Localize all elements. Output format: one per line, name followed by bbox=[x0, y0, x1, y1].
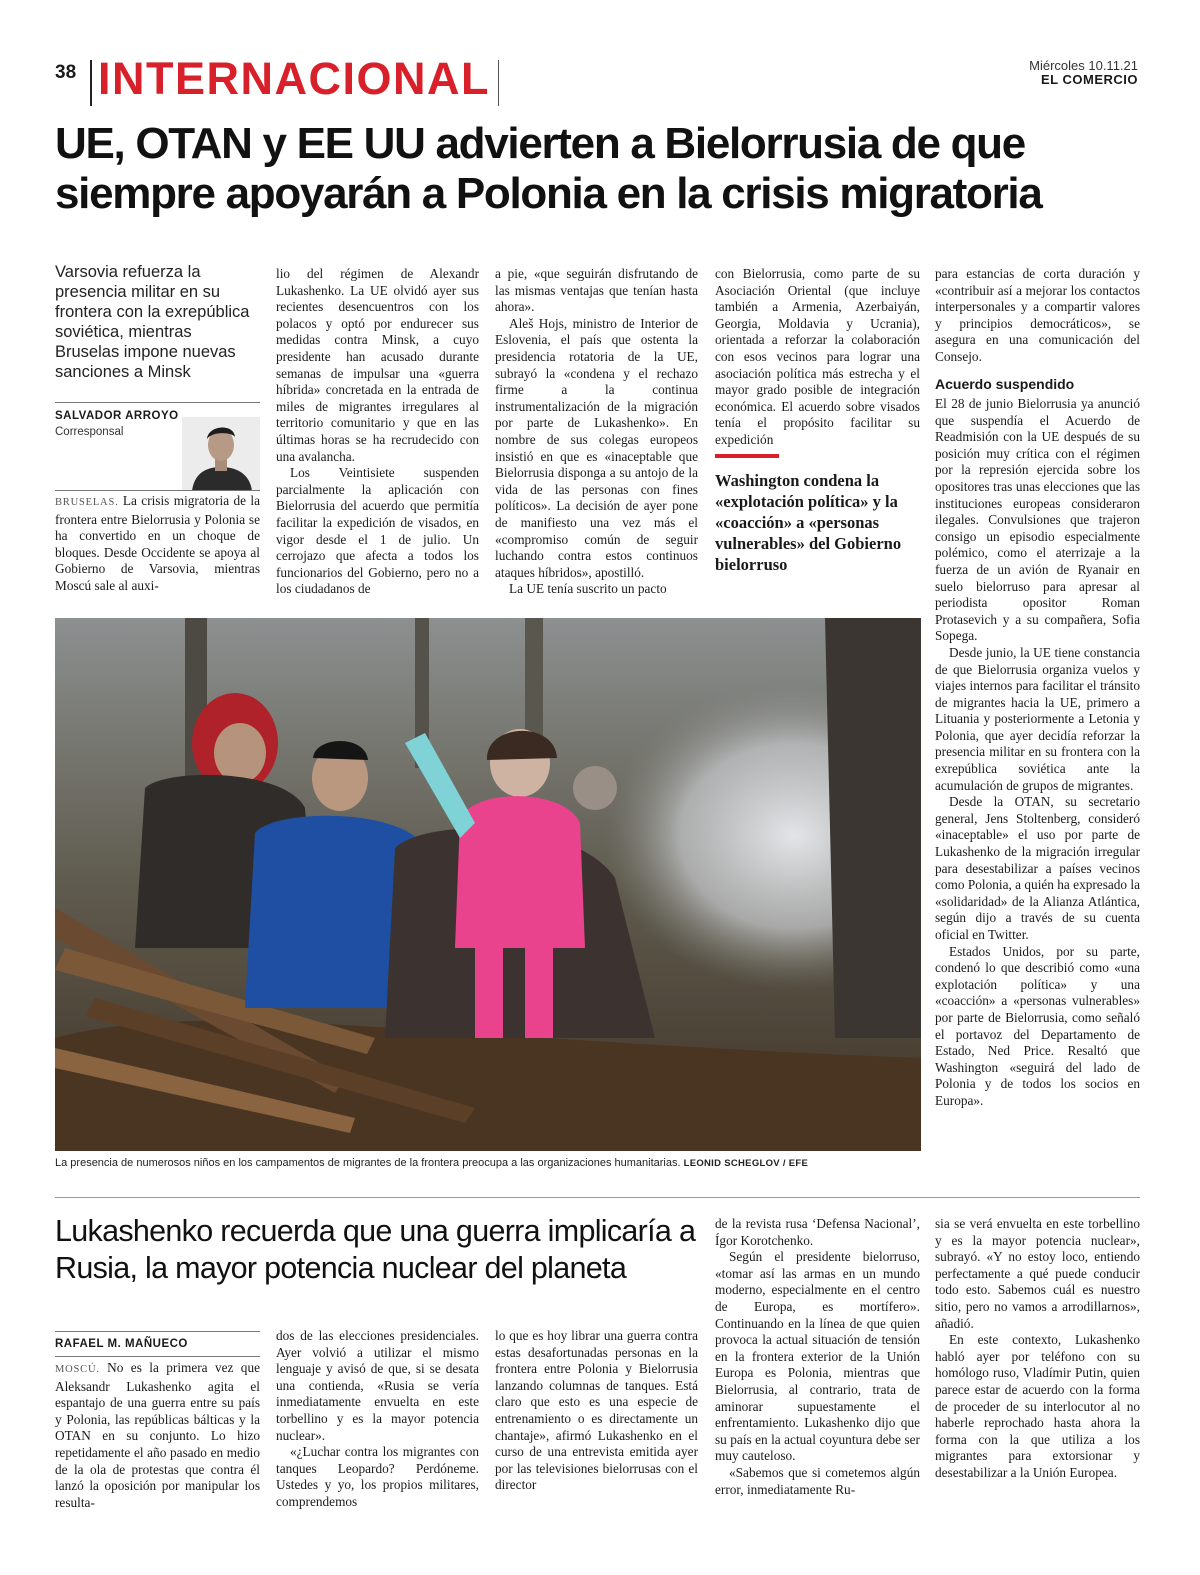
article-subhead: Varsovia refuerza la presencia militar en su frontera con la exrepública soviética, mientras Bruselas impone nuevas sanciones a Minsk bbox=[55, 263, 250, 381]
article-column-5 bbox=[935, 266, 1140, 366]
article-column-3 bbox=[495, 266, 698, 598]
second-headline: Lukashenko recuerda que una guerra implicaría a Rusia, la mayor potencia nuclear del planeta bbox=[55, 1214, 696, 1285]
second-column-4 bbox=[715, 1216, 920, 1498]
column-text: La crisis migratoria de la frontera entre Bielorrusia y Polonia se ha convertido en un choque de bloques. Desde Occidente se apoya al Gobierno de Varsovia, mientras Moscú sale al auxi- bbox=[55, 493, 260, 593]
author-name: SALVADOR ARROYO bbox=[55, 410, 179, 422]
paragraph: Según el presidente bielorruso, «tomar así las armas en un mundo moderno, especialmente en el centro de Europa, es mortífero». Continuando en la línea de que quien provoca la actual situación de tensión en la frontera exterior de la Unión Europa es Polonia, mientras que Bielorrusia, al contrario, trata de aminorar supuestamente el enfrentamiento. Lukashenko dijo que su país en la actual coyuntura debe ser muy cauteloso. bbox=[715, 1249, 920, 1464]
section-subtitle: Acuerdo suspendido bbox=[935, 376, 1075, 392]
header-divider-right bbox=[498, 60, 499, 106]
photo-credit: LEONID SCHEGLOV / EFE bbox=[683, 1158, 809, 1169]
second-column-3 bbox=[495, 1328, 698, 1494]
article-column-4 bbox=[715, 266, 920, 449]
header-divider bbox=[90, 60, 92, 106]
photo-caption bbox=[55, 1157, 921, 1169]
byline-rule bbox=[55, 402, 260, 403]
author-photo bbox=[182, 417, 260, 491]
main-headline: UE, OTAN y EE UU advierten a Bielorrusia de que siempre apoyarán a Polonia en la crisis migratoria bbox=[55, 119, 1042, 218]
article-column-2 bbox=[276, 266, 479, 598]
second-column-5 bbox=[935, 1216, 1140, 1482]
paragraph: Estados Unidos, por su parte, condenó lo que describió como «una explotación política» y una «coacción» a «personas vulnerables» por parte de Bielorrusia, como señaló el portavoz del Departamento de Estado, Ned Price. Resaltó que Washington «seguirá del lado de Polonia y de todos los socios en Europa». bbox=[935, 943, 1140, 1108]
paragraph: sia se verá envuelta en este torbellino y es la mayor potencia nuclear», subrayó. «Y no estoy loco, entiendo perfectamente a qué puede conducir todo esto. Sabemos cuál es nuestro sitio, pero no vamos a arrodillarnos», añadió. bbox=[935, 1216, 1140, 1331]
paragraph: con Bielorrusia, como parte de su Asociación Oriental (que incluye también a Armenia, Azerbaiyán, Georgia, Moldavia y Ucrania), orientada a reforzar la colaboración con esos vecinos para lograr una asociación política más estrecha y el mayor grado posible de integración económica. El acuerdo sobre visados tenía el propósito facilitar su expedición bbox=[715, 266, 920, 447]
paragraph: para estancias de corta duración y «contribuir así a mejorar los contactos interpersonales y a compartir valores y principios democráticos», se asegura en una comunicación del Consejo. bbox=[935, 266, 1140, 364]
byline-rule bbox=[55, 490, 260, 491]
article-divider bbox=[55, 1197, 1140, 1198]
newspaper-name: EL COMERCIO bbox=[1041, 72, 1138, 87]
paragraph: Desde la OTAN, su secretario general, Jens Stoltenberg, consideró «inaceptable» el uso por parte de Lukashenko de la migración irregular para desestabilizar a países vecinos como Polonia, a quién ha expresado la «solidaridad» de la Alianza Atlántica, según dijo a través de su cuenta oficial en Twitter. bbox=[935, 794, 1140, 942]
author-portrait-icon bbox=[182, 417, 260, 491]
second-column-2 bbox=[276, 1328, 479, 1511]
paragraph: En este contexto, Lukashenko habló ayer por teléfono con su homólogo ruso, Vladímir Putin, quien parece estar de acuerdo con la forma de proceder de su interlocutor al no haberle reprochado hasta ahora la forma con la que utiliza a los migrantes para extorsionar y desestabilizar a la Unión Europea. bbox=[935, 1332, 1140, 1480]
paragraph: El 28 de junio Bielorrusia ya anunció que suspendía el Acuerdo de Readmisión con la UE después de su posición muy crítica con el régimen por la represión ejercida sobre los opositores tras unas elecciones que las instituciones europeas consideraron ilegales. Convulsiones que trajeron consigo un episodio especialmente polémico, como el aterrizaje a la fuerza de un avión de Ryanair en suelo bielorruso para apresar al periodista opositor Roman Protasevich y a su compañera, Sofia Sopega. bbox=[935, 396, 1140, 644]
dateline: MOSCÚ. bbox=[55, 1364, 100, 1375]
byline-rule bbox=[55, 1356, 260, 1357]
dateline: BRUSELAS. bbox=[55, 497, 119, 508]
paragraph: Aleš Hojs, ministro de Interior de Eslovenia, el país que ostenta la presidencia rotatoria de la UE, subrayó la «condena y el rechazo firme a la continua instrumentalización de la migración por parte de Lukashenko». En nombre de sus colegas europeos insistió en que es «inaceptable que Bielorrusia disponga a su antojo de la vida de las personas con fines políticos». La decisión de ayer pone de manifiesto una vez más el «compromiso común de seguir luchando contra estos continuos ataques híbridos», apostilló. bbox=[495, 315, 698, 580]
article-column-5-continued bbox=[935, 396, 1140, 1110]
news-photo bbox=[55, 618, 921, 1151]
author-role: Corresponsal bbox=[55, 426, 124, 438]
pullquote-rule bbox=[715, 454, 779, 458]
section-title: INTERNACIONAL bbox=[98, 53, 490, 104]
paragraph: lo que es hoy librar una guerra contra estas desafortunadas personas en la frontera entre Polonia y Bielorrusia lanzando columnas de tanques. Está claro que esto es una especie de entrenamiento o es directamente un chantaje», afirmó Lukashenko en el curso de una entrevista emitida ayer por las televisiones bielorrusas con el director bbox=[495, 1328, 698, 1493]
paragraph: Los Veintisiete suspenden parcialmente la aplicación con Bielorrusia del acuerdo que permitía facilitar la expedición de visados, en vigor desde el 1 de julio. Un cerrojazo que afecta a todos los funcionarios del Gobierno, pero no a los ciudadanos de bbox=[276, 465, 479, 597]
article-column-1 bbox=[55, 493, 260, 595]
paragraph: La UE tenía suscrito un pacto bbox=[509, 581, 667, 597]
second-author-name: RAFAEL M. MAÑUECO bbox=[55, 1338, 188, 1350]
paragraph: dos de las elecciones presidenciales. Ayer volvió a utilizar el mismo lenguaje y avisó de que, si se desata una contienda, «Rusia se vería inmediatamente envuelta en este torbellino y es la mayor potencia nuclear». bbox=[276, 1328, 479, 1443]
issue-date: Miércoles 10.11.21 bbox=[1029, 58, 1138, 73]
paragraph: «¿Luchar contra los migrantes con tanques Leopardo? Perdóneme. Ustedes y yo, los propios militares, comprendemos bbox=[276, 1444, 479, 1509]
pullquote: Washington condena la «explotación política» y la «coacción» a «personas vulnerables» del Gobierno bielorruso bbox=[715, 471, 902, 574]
byline-rule bbox=[55, 1331, 260, 1332]
column-text: No es la primera vez que Aleksandr Lukashenko agita el espantajo de una guerra entre su país y Polonia, las repúblicas bálticas y la OTAN en su conjunto. Lo hizo repetidamente el año pasado en medio de la ola de protestas que contra él lanzó la oposición por manipular los resulta- bbox=[55, 1360, 260, 1510]
second-column-1 bbox=[55, 1360, 260, 1511]
paragraph: a pie, «que seguirán disfrutando de las mismas ventajas que tenían hasta ahora». bbox=[495, 266, 698, 315]
page-number: 38 bbox=[55, 62, 77, 83]
paragraph: «Sabemos que si cometemos algún error, inmediatamente Ru- bbox=[715, 1464, 920, 1497]
caption-text: La presencia de numerosos niños en los campamentos de migrantes de la frontera preocupa a las organizaciones humanitarias. bbox=[55, 1157, 681, 1169]
paragraph: lio del régimen de Alexandr Lukashenko. La UE olvidó ayer sus recientes desencuentros con los polacos y optó por endurecer sus medidas contra Minsk, a cuyo presidente han acusado durante semanas de impulsar una «guerra híbrida» concretada en la entrada de miles de migrantes irregulares al territorio comunitario y que en las últimas horas se ha recrudecido con una avalancha. bbox=[276, 266, 479, 464]
paragraph: de la revista rusa ‘Defensa Nacional’, Ígor Korotchenko. bbox=[715, 1216, 920, 1248]
migrant-camp-photo-icon bbox=[55, 618, 921, 1151]
paragraph: Desde junio, la UE tiene constancia de que Bielorrusia organiza vuelos y viajes internos para facilitar el tránsito de migrantes hacia la UE, primero a Lituania y posteriormente a Letonia y Polonia, que ayer decidía reforzar la presencia militar en su frontera con la exrepública soviética ante la acumulación de grupos de migrantes. bbox=[935, 644, 1140, 793]
